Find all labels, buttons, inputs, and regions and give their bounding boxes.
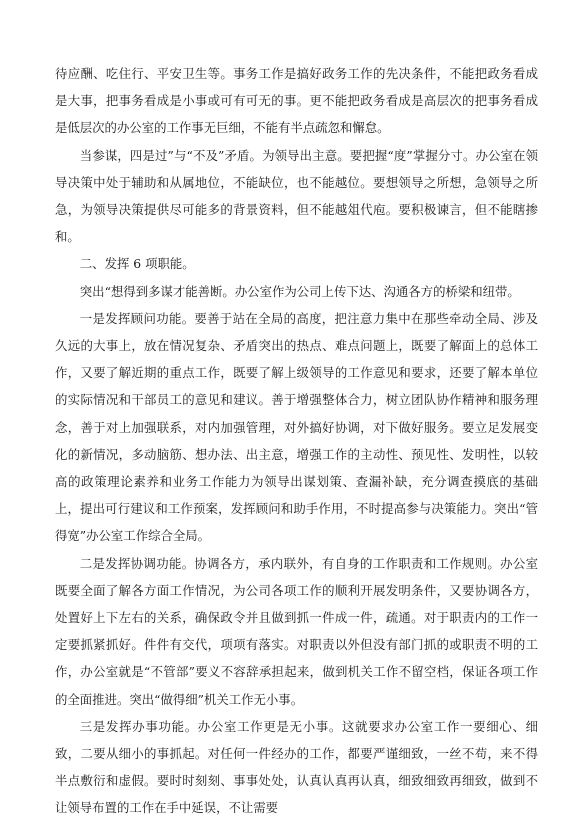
- paragraph-4: 突出“想得到多谋才能善断。办公室作为公司上传下达、沟通各方的桥梁和纽带。: [79, 283, 520, 299]
- paragraph-6: 二是发挥协调功能。协调各方，承内联外，有自身的工作职责和工作规则。办公室既要全面了解各方面工作情况，为公司各项工作的顺利开展发明条件，又要协调各方，处置好上下左右的关系，确保政令并且做到抓一件成一件，疏通。对于职责内的工作一定要抓紧抓好。件件有交代，项项有落实。对职责以外但没有部门抓的或职责不明的工作，办公室就是“不管部”要义不容辞承担起来，做到机关工作不留空档，保证各项工作的全面推进。突出“做得细”机关工作无小事。: [55, 555, 538, 707]
- section-heading: 二、发挥 6 项职能。: [79, 256, 195, 272]
- paragraph-2: 当参谋，四是过”与“不及”矛盾。为领导出主意。要把握“度”掌握分寸。办公室在领导决策中处于辅助和从属地位，不能缺位，也不能越位。要想领导之所想，急领导之所急，为领导决策提供尽可能多的背景资料，但不能越俎代庖。要积极谏言，但不能瞎掺和。: [55, 147, 538, 245]
- paragraph-5: 一是发挥顾问功能。要善于站在全局的高度，把注意力集中在那些牵动全局、涉及久远的大事上，放在情况复杂、矛盾突出的热点、难点问题上，既要了解面上的总体工作，又要了解近期的重点工作，既要了解上级领导的工作意见和要求，还要了解本单位的实际情况和干部员工的意见和建议。善于增强整体合力，树立团队协作精神和服务理念，善于对上加强联系，对内加强管理，对外搞好协调，对下做好服务。要立足发展变化的新情况，多动脑筋、想办法、出主意，增强工作的主动性、预见性、发明性，以较高的政策理论素养和业务工作能力为领导出谋划策、查漏补缺，充分调查摸底的基础上，提出可行建议和工作预案，发挥顾问和助手作用，不时提高参与决策能力。突出“管得宽”办公室工作综合全局。: [55, 310, 538, 544]
- paragraph-1: 待应酬、吃住行、平安卫生等。事务工作是搞好政务工作的先决条件，不能把政务看成是大事，把事务看成是小事或可有可无的事。更不能把政务看成是高层次的把事务看成是低层次的办公室的工作事无巨细，不能有半点疏忽和懈怠。: [55, 66, 538, 136]
- paragraph-7: 三是发挥办事功能。办公室工作更是无小事。这就要求办公室工作一要细心、细致，二要从细小的事抓起。对任何一件经办的工作，都要严谨细致，一丝不苟，来不得半点敷衍和虚假。要时时刻刻、事事处处，认真认真再认真，细致细致再细致，做到不让领导布置的工作在手中延误，不让需要: [55, 718, 538, 816]
